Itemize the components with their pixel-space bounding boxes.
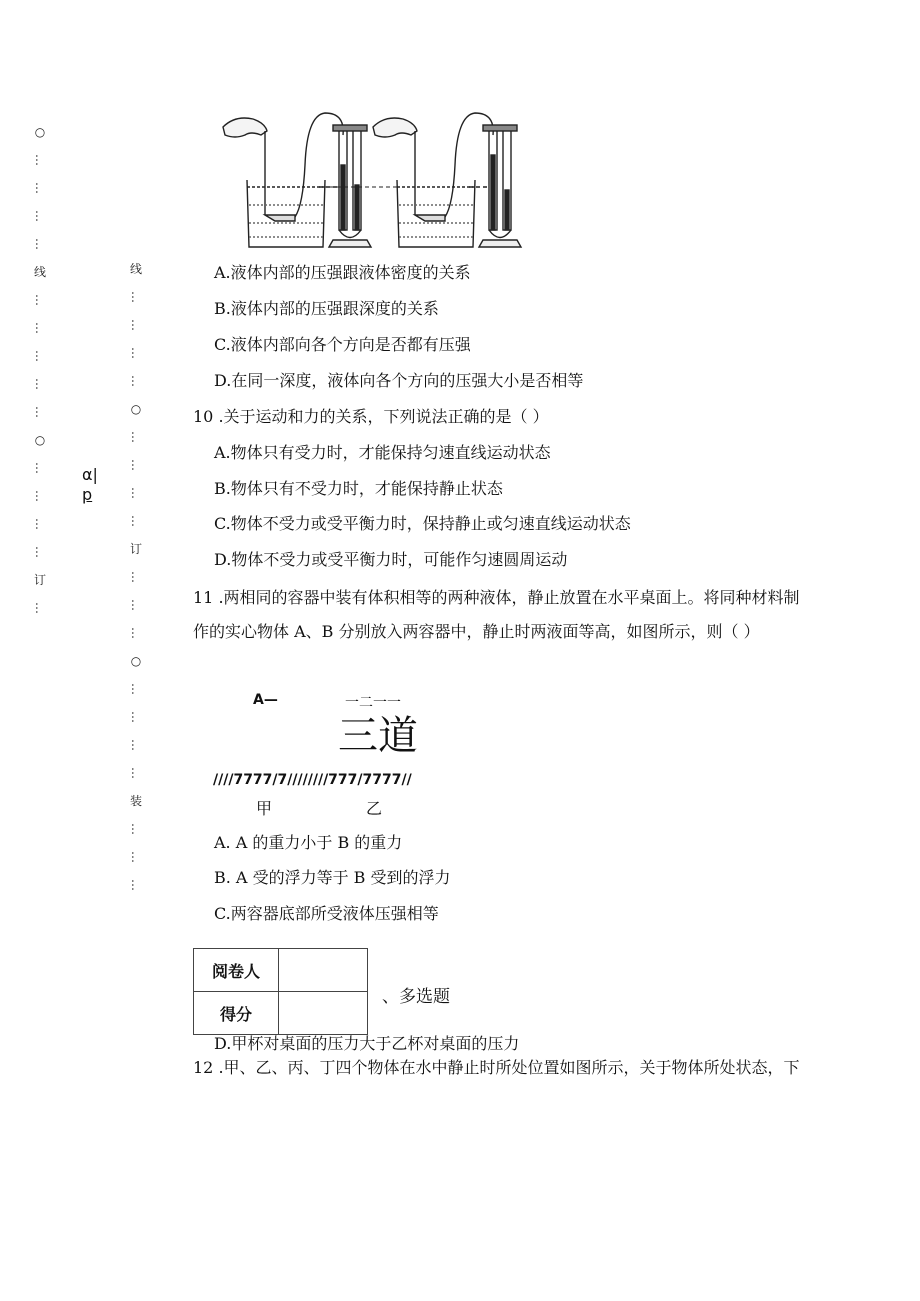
margin-dots: … xyxy=(129,683,143,695)
q11-option-d: D.甲杯对桌面的压力大于乙杯对桌面的压力 xyxy=(214,1034,520,1053)
margin-circle: ○ xyxy=(130,654,142,668)
margin-dots: … xyxy=(33,294,47,306)
q11-stem-line2: 作的实心物体 A、B 分别放入两容器中，静止时两液面等高，如图所示，则（ ） xyxy=(193,622,760,641)
margin-char: 线 xyxy=(33,265,46,279)
margin-dots: … xyxy=(129,739,143,751)
q11-stem-line1: 11 .两相同的容器中装有体积相等的两种液体，静止放置在水平桌面上。将同种材料制 xyxy=(193,588,800,607)
margin-circle: ○ xyxy=(130,402,142,416)
q11-option-b: B. A 受的浮力等于 B 受到的浮力 xyxy=(214,868,451,887)
margin-circle: ○ xyxy=(34,433,46,447)
margin-dots: … xyxy=(33,210,47,222)
margin-dots: … xyxy=(129,319,143,331)
q11-option-a: A. A 的重力小于 B 的重力 xyxy=(214,833,403,852)
margin-char: 装 xyxy=(129,794,142,808)
q11-figure-label-top: 一二一一 xyxy=(345,695,401,711)
margin-dots: … xyxy=(33,406,47,418)
score-box-grader-label: 阅卷人 xyxy=(194,949,279,992)
q9-option-c: C.液体内部向各个方向是否都有压强 xyxy=(214,335,471,354)
margin-dots: … xyxy=(33,322,47,334)
q10-stem: 10 .关于运动和力的关系，下列说法正确的是（ ） xyxy=(193,407,549,426)
margin-circle: ○ xyxy=(34,125,46,139)
score-box-score-cell xyxy=(279,992,368,1035)
q11-figure-cup2-label: 乙 xyxy=(366,799,383,818)
q11-figure-label-a: A— xyxy=(253,692,278,708)
score-box-score-label: 得分 xyxy=(194,992,279,1035)
q11-option-c: C.两容器底部所受液体压强相等 xyxy=(214,904,439,923)
margin-dots: … xyxy=(129,851,143,863)
margin-dots: … xyxy=(33,350,47,362)
margin-dots: … xyxy=(129,571,143,583)
q9-option-b: B.液体内部的压强跟深度的关系 xyxy=(214,299,439,318)
margin-dots: … xyxy=(129,823,143,835)
score-box-grader-cell xyxy=(279,949,368,992)
margin-dots: … xyxy=(129,347,143,359)
margin-dots: … xyxy=(33,518,47,530)
binding-margin-outer xyxy=(32,118,48,622)
margin-dots: … xyxy=(129,375,143,387)
q10-option-c: C.物体不受力或受平衡力时，保持静止或匀速直线运动状态 xyxy=(214,514,631,533)
binding-margin-inner xyxy=(128,255,144,899)
margin-dots: … xyxy=(33,154,47,166)
margin-dots: … xyxy=(129,711,143,723)
margin-stub-bottom: p xyxy=(82,485,93,504)
margin-char: 订 xyxy=(129,542,142,556)
margin-dots: … xyxy=(33,602,47,614)
margin-char: 订 xyxy=(33,573,46,587)
q9-option-d: D.在同一深度，液体向各个方向的压强大小是否相等 xyxy=(214,371,584,390)
margin-dots: … xyxy=(33,238,47,250)
margin-stub-top: α| xyxy=(82,465,98,484)
q10-option-d: D.物体不受力或受平衡力时，可能作匀速圆周运动 xyxy=(214,550,568,569)
score-box xyxy=(193,948,368,1035)
margin-dots: … xyxy=(33,490,47,502)
margin-dots: … xyxy=(129,767,143,779)
margin-char: 线 xyxy=(129,262,142,276)
margin-dots: … xyxy=(129,515,143,527)
q10-option-b: B.物体只有不受力时，才能保持静止状态 xyxy=(214,479,503,498)
margin-dots: … xyxy=(129,627,143,639)
q9-figure xyxy=(215,105,530,255)
q11-figure-big-text: 三道 xyxy=(338,713,418,759)
q11-figure-cup1-label: 甲 xyxy=(256,799,273,818)
margin-dots: … xyxy=(129,459,143,471)
margin-dots: … xyxy=(33,378,47,390)
margin-dots: … xyxy=(129,487,143,499)
q12-stem: 12 .甲、乙、丙、丁四个物体在水中静止时所处位置如图所示，关于物体所处状态，下 xyxy=(193,1058,800,1077)
margin-dots: … xyxy=(33,182,47,194)
margin-dots: … xyxy=(33,546,47,558)
experiment-left xyxy=(223,113,371,247)
margin-dots: … xyxy=(129,291,143,303)
margin-dots: … xyxy=(129,879,143,891)
margin-dots: … xyxy=(129,599,143,611)
margin-dots: … xyxy=(129,431,143,443)
q10-option-a: A.物体只有受力时，才能保持匀速直线运动状态 xyxy=(214,443,551,462)
q9-option-a: A.液体内部的压强跟液体密度的关系 xyxy=(214,263,471,282)
q11-figure-ground: ////7777/7////////777/7777// xyxy=(213,772,412,788)
section-title: 、多选题 xyxy=(382,987,450,1007)
experiment-right xyxy=(373,113,521,247)
margin-dots: … xyxy=(33,462,47,474)
